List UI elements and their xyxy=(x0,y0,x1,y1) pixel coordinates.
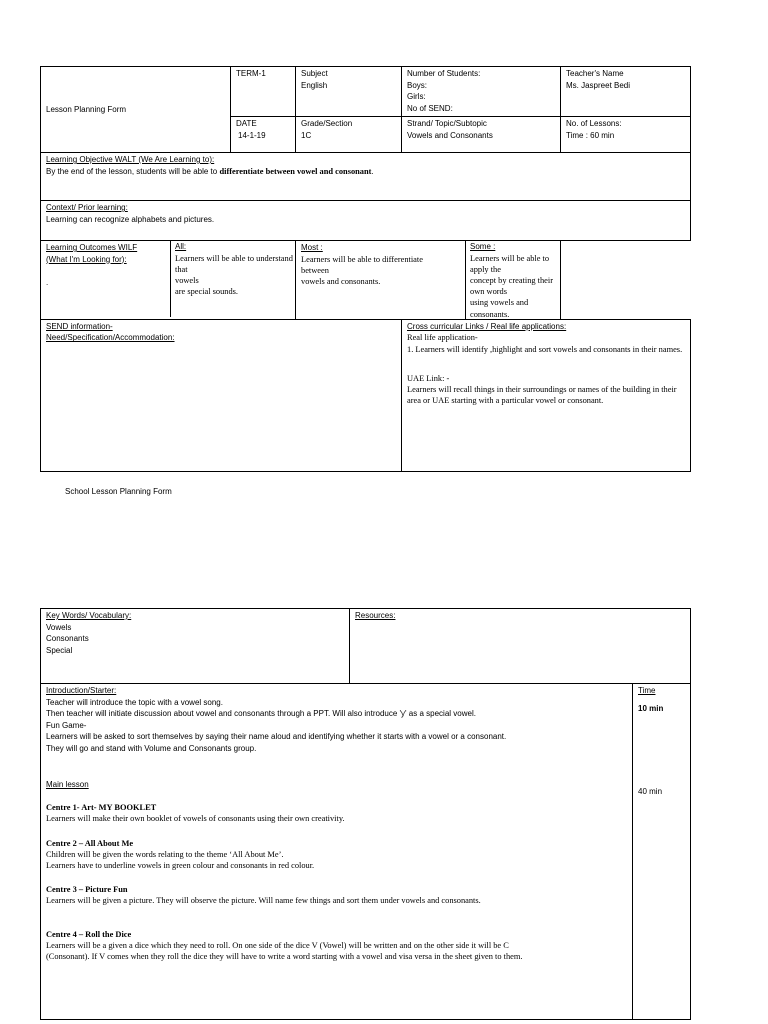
most-cell xyxy=(296,241,561,320)
time-label: Time xyxy=(638,686,656,695)
subject-value: English xyxy=(301,80,328,90)
walt-label: Learning Objective WALT (We Are Learning to): xyxy=(46,155,215,164)
page-caption: School Lesson Planning Form xyxy=(65,487,172,496)
subject-cell xyxy=(296,67,402,117)
students-label: Number of Students: xyxy=(407,69,481,78)
walt-cell xyxy=(41,153,691,201)
centre-1-line: Learners will make their own booklet of vowels of consonants using their own creativity. xyxy=(46,814,345,824)
most-label: Most : xyxy=(301,243,323,252)
wilf-label-2: (What I'm Looking for): xyxy=(46,254,127,264)
centre-2-line: Learners have to underline vowels in green colour and consonants in red colour. xyxy=(46,860,315,870)
teacher-cell xyxy=(561,67,691,117)
all-line-1: Learners will be able to understand that xyxy=(175,253,293,274)
lesson-detail-table xyxy=(40,608,691,1020)
some-line-1: Learners will be able to apply the xyxy=(470,253,550,274)
intro-label: Introduction/Starter: xyxy=(46,686,117,695)
intro-line: Learners will be asked to sort themselves by saying their name aloud and identifying whether it starts with a vowel or a consonant. xyxy=(46,732,507,742)
grade-value: 1C xyxy=(301,130,312,140)
lessons-time: Time : 60 min xyxy=(566,130,615,140)
strand-cell xyxy=(402,117,561,153)
girls-label: Girls: xyxy=(407,92,426,102)
send-count-label: No of SEND: xyxy=(407,103,453,113)
cross-label: Cross curricular Links / Real life applications: xyxy=(407,321,567,331)
grade-cell xyxy=(296,117,402,153)
form-title-cell xyxy=(41,67,231,153)
keywords-label: Key Words/ Vocabulary: xyxy=(46,611,132,620)
uae-line-2: area or UAE starting with a particular vowel or consonant. xyxy=(407,396,604,406)
all-line-3: are special sounds. xyxy=(175,287,239,297)
wilf-cell xyxy=(41,241,296,320)
teacher-label: Teacher's Name xyxy=(566,69,624,78)
keyword-item: Vowels xyxy=(46,622,72,632)
centre-3-title: Centre 3 – Picture Fun xyxy=(46,885,128,895)
context-cell xyxy=(41,201,691,241)
intro-line: Fun Game- xyxy=(46,720,87,730)
all-line-2: vowels xyxy=(175,276,199,285)
context-label: Context/ Prior learning: xyxy=(46,203,128,212)
form-title: Lesson Planning Form xyxy=(46,104,127,114)
time-main: 40 min xyxy=(638,787,663,797)
centre-4-line: (Consonant). If V comes when they roll the dice they will have to write a word starting with a vowel and visa versa in the sheet given to them. xyxy=(46,951,523,961)
centre-3-line: Learners will be given a picture. They will observe the picture. Will name few things and sort them under vowels and consonants. xyxy=(46,896,481,906)
resources-cell xyxy=(350,609,691,684)
centre-1-title: Centre 1- Art- MY BOOKLET xyxy=(46,803,157,813)
most-line-3: vowels and consonants. xyxy=(301,277,381,286)
intro-line: Teacher will introduce the topic with a vowel song. xyxy=(46,697,223,707)
time-cell xyxy=(633,684,691,1020)
subject-label: Subject xyxy=(301,69,328,78)
time-intro: 10 min xyxy=(638,703,664,713)
walt-suffix: . xyxy=(371,166,374,176)
centre-4-line: Learners will be a given a dice which they need to roll. On one side of the dice V (Vowel) will be written and on the other side it will be C xyxy=(46,940,509,950)
resources-label: Resources: xyxy=(355,611,396,620)
send-need-label: Need/Specification/Accommodation: xyxy=(46,333,175,343)
grade-label: Grade/Section xyxy=(301,119,353,128)
uae-label: UAE Link: - xyxy=(407,373,450,383)
term-cell xyxy=(231,67,296,117)
cross-curricular-cell xyxy=(402,319,691,471)
date-value: 14-1-19 xyxy=(238,130,266,140)
lessons-cell xyxy=(561,117,691,153)
date-label: DATE xyxy=(236,119,257,128)
teacher-name: Ms. Jaspreet Bedi xyxy=(566,80,631,90)
date-cell xyxy=(231,117,296,153)
centre-4-title: Centre 4 – Roll the Dice xyxy=(46,929,132,939)
term-label: TERM-1 xyxy=(236,69,266,78)
walt-prefix: By the end of the lesson, students will be able to xyxy=(46,166,220,176)
some-line-2: concept by creating their own words xyxy=(470,276,554,297)
send-info-label: SEND information- xyxy=(46,321,113,331)
strand-value: Vowels and Consonants xyxy=(407,130,493,140)
strand-label: Strand/ Topic/Subtopic xyxy=(407,119,487,128)
real-life-label: Real life application- xyxy=(407,333,478,343)
keywords-cell xyxy=(41,609,350,684)
main-lesson-label: Main lesson xyxy=(46,779,89,789)
most-line-1: Learners will be able to differentiate xyxy=(301,254,423,264)
boys-label: Boys: xyxy=(407,80,428,90)
context-text: Learning can recognize alphabets and pictures. xyxy=(46,214,215,224)
some-line-3: using vowels and consonants. xyxy=(470,298,529,319)
keyword-item: Consonants xyxy=(46,634,89,644)
students-cell xyxy=(402,67,561,117)
wilf-dot: . xyxy=(46,278,49,288)
wilf-label-1: Learning Outcomes WILF xyxy=(46,243,138,252)
centre-2-line: Children will be given the words relating to the theme ‘All About Me’. xyxy=(46,849,284,859)
walt-bold: differentiate between vowel and consonant xyxy=(219,166,372,176)
real-life-text: 1. Learners will identify ,highlight and sort vowels and consonants in their names. xyxy=(407,344,683,354)
some-label: Some : xyxy=(470,242,496,251)
lessons-label: No. of Lessons: xyxy=(566,119,622,128)
centre-2-title: Centre 2 – All About Me xyxy=(46,838,134,848)
send-info-cell xyxy=(41,319,402,471)
all-label: All: xyxy=(175,242,187,251)
intro-line: They will go and stand with Volume and Consonants group. xyxy=(46,743,257,753)
lesson-body-cell xyxy=(41,684,633,1020)
keyword-item: Special xyxy=(46,645,73,655)
intro-line: Then teacher will initiate discussion about vowel and consonants through a PPT. Will also introduce 'y' as a special vowel. xyxy=(46,709,476,719)
most-line-2: between xyxy=(301,265,329,275)
lesson-planning-table xyxy=(40,66,691,472)
uae-line-1: Learners will recall things in their surroundings or names of the building in their xyxy=(407,385,677,395)
